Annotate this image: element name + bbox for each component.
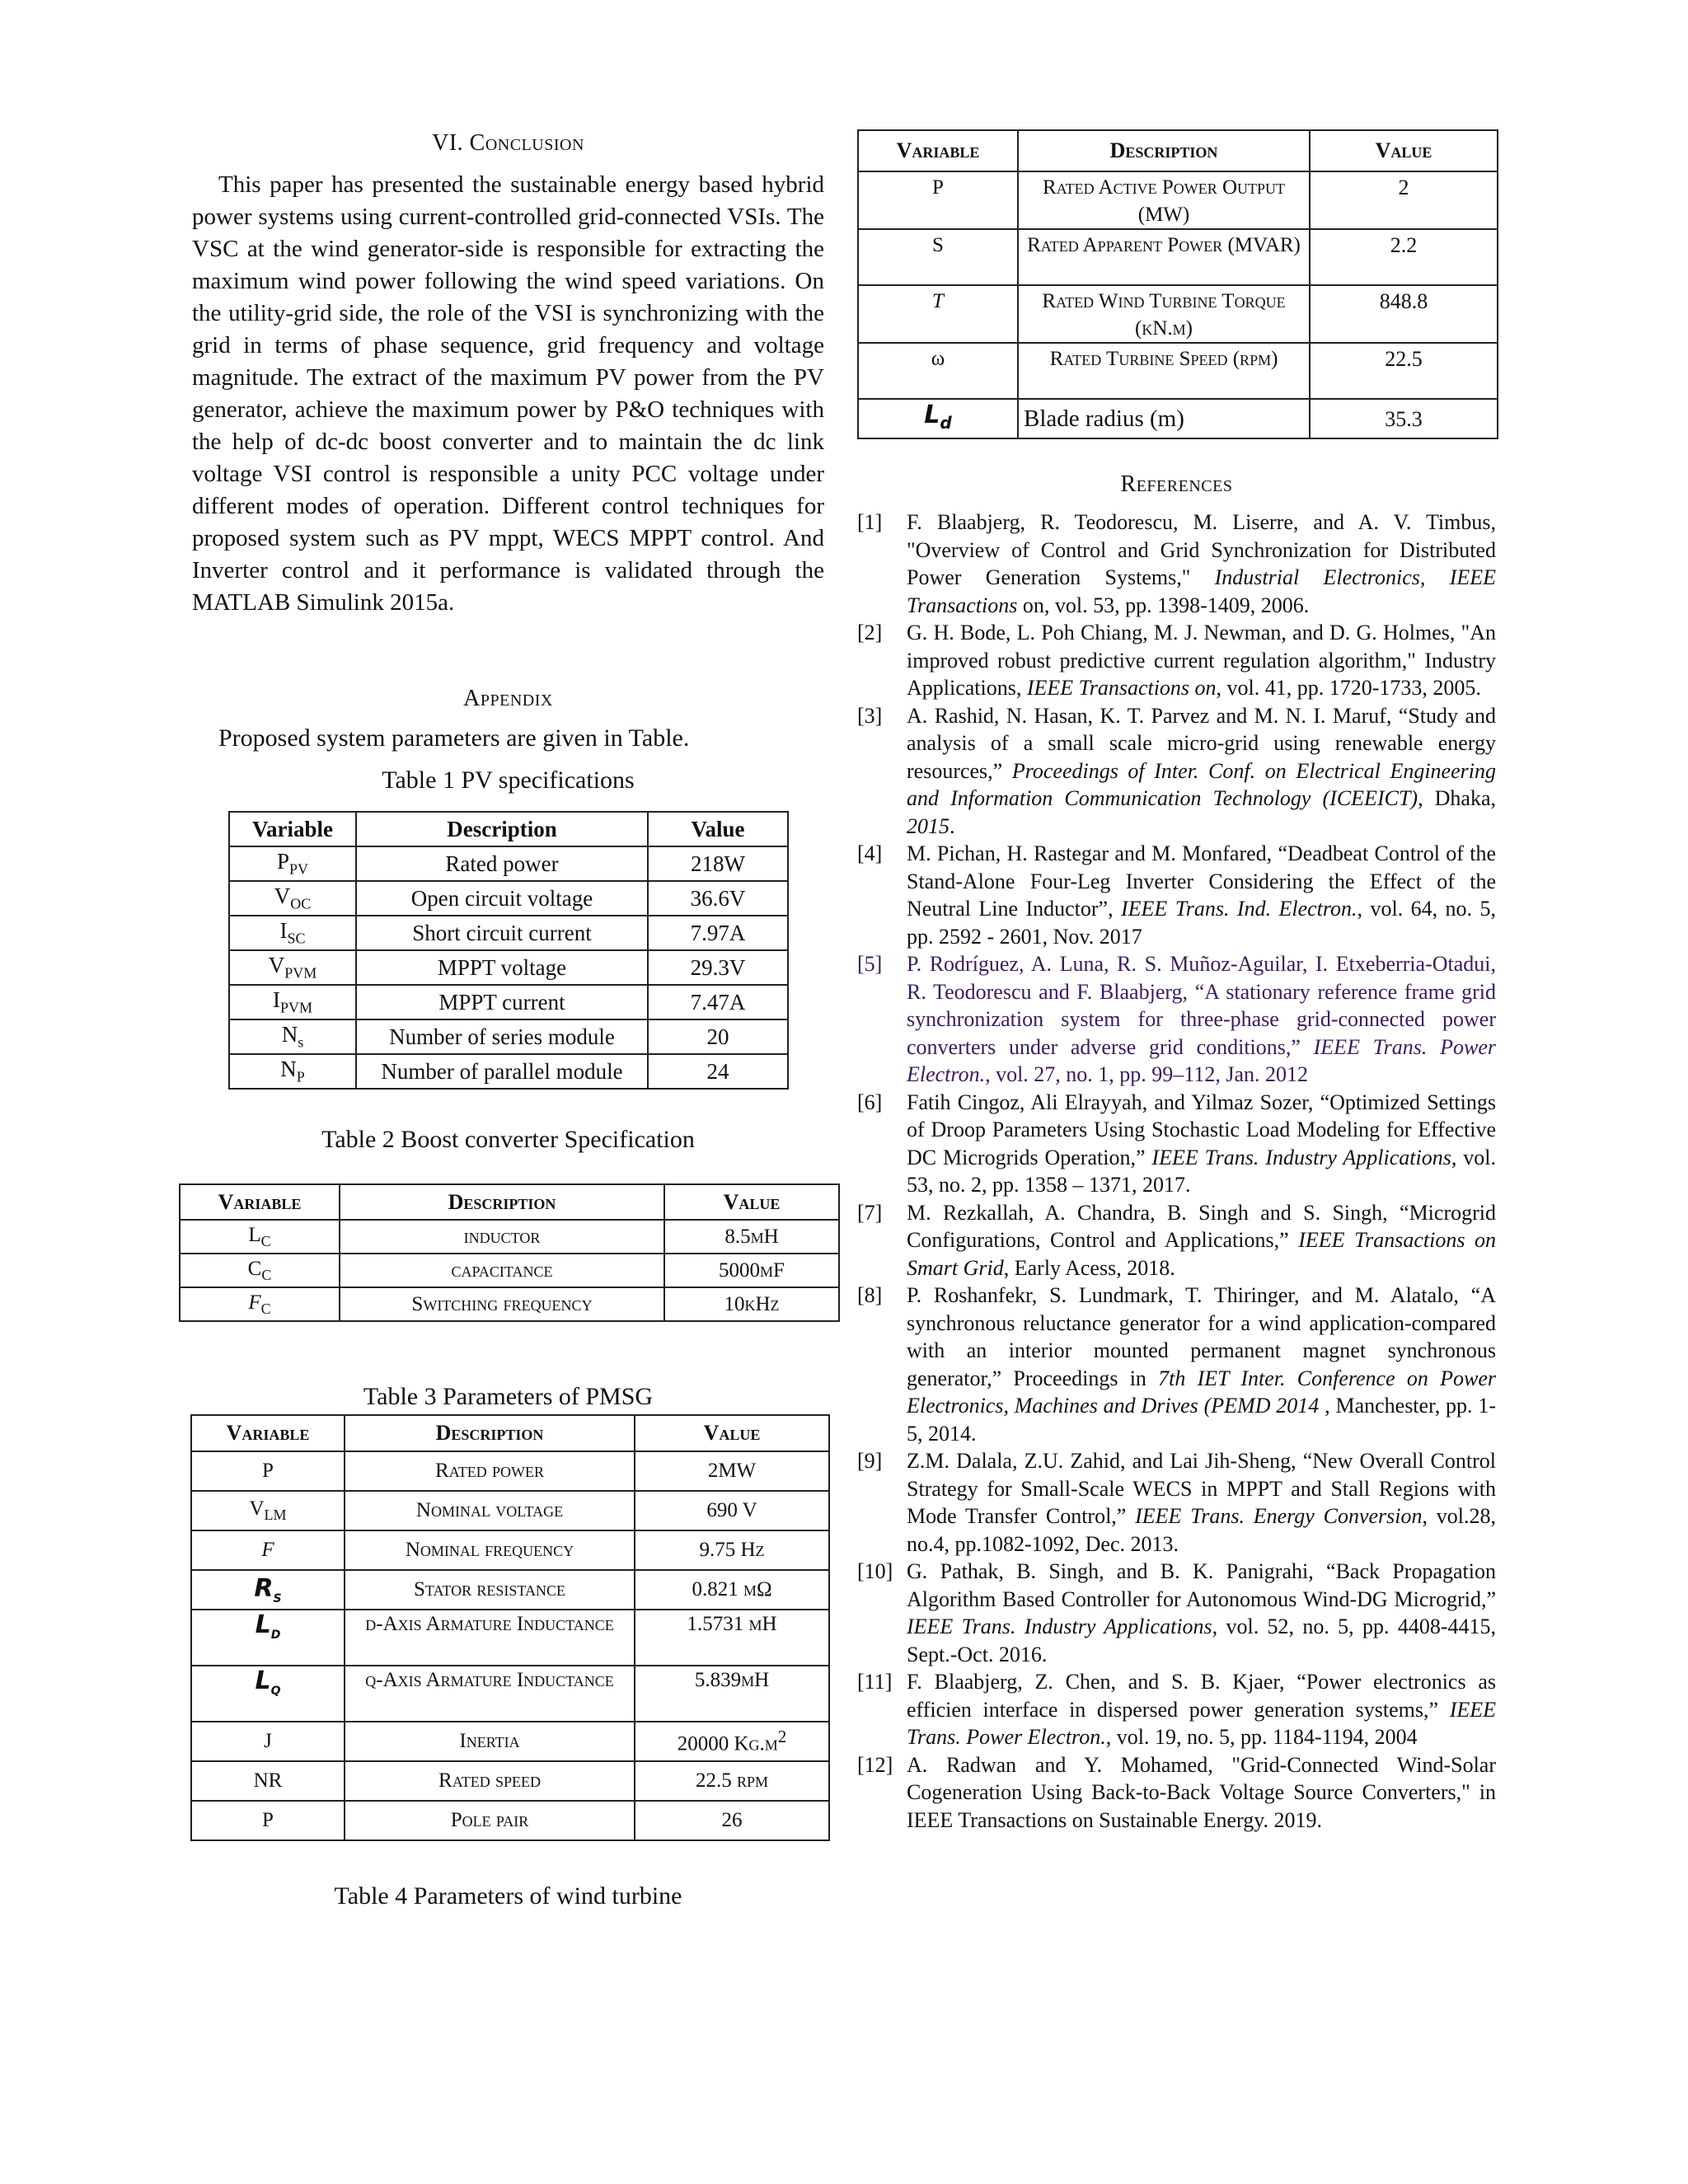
value-text: 20000 Kg.m [677, 1732, 778, 1755]
reference-text: , Manchester, pp. 1-5, 2014. [907, 1394, 1496, 1446]
reference-number: [11] [857, 1670, 893, 1694]
reference-item [857, 950, 1496, 1089]
variable-letter: L [255, 1610, 271, 1639]
reference-text: M. Rezkallah, A. Chandra, B. Singh and S. Singh, “Microgrid Configurations, Control and Applications,” [907, 1200, 1496, 1252]
reference-item [857, 509, 1496, 619]
table2-caption: Table 2 Boost converter Specification [321, 1126, 695, 1153]
variable-letter: P [262, 1809, 274, 1831]
value-cell: 7.47A [648, 985, 788, 1019]
variable-letter: V [274, 883, 291, 909]
table-row [191, 1530, 829, 1570]
description-cell: Stator resistance [345, 1570, 635, 1610]
value-text: 690 V [706, 1499, 757, 1521]
table-row [858, 399, 1498, 438]
description-cell: MPPT current [356, 985, 648, 1019]
value-cell: 35.3 [1310, 399, 1498, 438]
reference-text: , Early Acess, 2018. [1003, 1255, 1175, 1280]
variable-letter: P [932, 176, 944, 199]
reference-text: IEEE Transactions on Smart Grid [907, 1228, 1496, 1280]
reference-text: vol. 64, no. 5, pp. 2592 - 2601, Nov. 2017 [907, 897, 1496, 949]
value-cell: 7.97A [648, 916, 788, 950]
description-cell: capacitance [340, 1254, 664, 1287]
reference-text: Z.M. Dalala, Z.U. Zahid, and Lai Jih-Sheng, “New Overall Control Strategy for Small-Scale WECS in MPPT and Stall Regions with Mode Transfer Control,” [907, 1449, 1496, 1528]
value-cell [635, 1451, 829, 1491]
value-cell: 218W [648, 846, 788, 881]
description-cell: Rated power [356, 846, 648, 881]
reference-item [857, 1558, 1496, 1668]
table2-header-variable: Variable [180, 1184, 340, 1220]
variable-cell [229, 950, 356, 985]
description-cell: Nominal frequency [345, 1530, 635, 1570]
variable-subscript: P [296, 1068, 305, 1085]
description-cell: Rated power [345, 1451, 635, 1491]
reference-text: P. Roshanfekr, S. Lundmark, T. Thiringer, and M. Alatalo, “A synchronous reluctance generator for a wind application-compared with an interior mounted permanent magnet synchronous generator,” Proceedings in [907, 1283, 1496, 1390]
table2-header-description: Description [340, 1184, 664, 1220]
variable-letter: P [276, 849, 289, 874]
reference-text: vol. 52, no. 5, pp. 4408-4415, Sept.-Oct. 2016. [907, 1615, 1496, 1666]
table-row [191, 1570, 829, 1610]
value-cell [635, 1530, 829, 1570]
variable-letter: N [280, 1057, 297, 1082]
variable-cell [858, 285, 1018, 343]
value-cell [635, 1761, 829, 1801]
variable-letter: N [281, 1022, 298, 1047]
variable-cell [191, 1491, 345, 1530]
description-cell: Rated Apparent Power (MVAR) [1018, 229, 1310, 285]
reference-item [857, 1199, 1496, 1282]
table3-caption: Table 3 Parameters of PMSG [363, 1383, 654, 1410]
reference-item [857, 702, 1496, 841]
table3-header-value: Value [635, 1415, 829, 1451]
variable-subscript: OC [290, 895, 312, 912]
description-cell: Rated Turbine Speed (rpm) [1018, 343, 1310, 399]
table-row [180, 1287, 839, 1321]
value-cell: 20 [648, 1019, 788, 1054]
description-cell: d-Axis Armature Inductance [345, 1610, 635, 1666]
variable-cell [191, 1761, 345, 1801]
conclusion-heading: VI. Conclusion [432, 130, 584, 156]
variable-letter: V [268, 953, 285, 978]
description-cell: Rated speed [345, 1761, 635, 1801]
table-row [191, 1491, 829, 1530]
reference-text: M. Pichan, H. Rastegar and M. Monfared, “Deadbeat Control of the Stand-Alone Four-Leg Inverter Considering the Effect of the Neutral Line Inductor”, [907, 841, 1496, 921]
table-row [858, 343, 1498, 399]
variable-subscript: d [270, 1623, 281, 1643]
reference-text: F. Blaabjerg, R. Teodorescu, M. Liserre, and A. V. Timbus, "Overview of Control and Grid Synchronization for Distributed Power Generation Systems," [907, 510, 1496, 589]
reference-number: [2] [857, 621, 883, 644]
value-text: 26 [721, 1809, 743, 1831]
description-cell: Rated Wind Turbine Torque (kN.m) [1018, 285, 1310, 343]
value-cell: 8.5mH [664, 1220, 839, 1254]
reference-text: . [950, 813, 955, 838]
table1-header-value: Value [648, 812, 788, 846]
variable-cell [191, 1722, 345, 1761]
value-cell [635, 1666, 829, 1722]
table-row [858, 229, 1498, 285]
variable-letter: I [272, 987, 280, 1013]
variable-cell [858, 229, 1018, 285]
reference-number: [8] [857, 1283, 883, 1307]
variable-letter: F [248, 1291, 261, 1314]
reference-item [857, 1751, 1496, 1835]
references-list [857, 509, 1496, 1834]
appendix-intro: Proposed system parameters are given in Table. [218, 724, 690, 752]
variable-cell [229, 1019, 356, 1054]
variable-subscript: s [298, 1033, 304, 1051]
variable-cell [191, 1570, 345, 1610]
reference-text: Proceedings of Inter. Conf. on Electrical Engineering and Information Communication Technology (ICEEICT) [907, 758, 1496, 810]
table-row [858, 171, 1498, 229]
variable-subscript: C [261, 1266, 272, 1283]
table3-header-description: Description [345, 1415, 635, 1451]
reference-text: G. H. Bode, L. Poh Chiang, M. J. Newman, and D. G. Holmes, "An improved robust predictive current regulation algorithm," Industry Applications, [907, 621, 1496, 700]
variable-letter: I [279, 918, 288, 944]
description-cell: Blade radius (m) [1018, 399, 1310, 438]
variable-letter: S [932, 234, 944, 256]
value-cell: 2.2 [1310, 229, 1498, 285]
variable-cell [191, 1610, 345, 1666]
variable-subscript: q [270, 1679, 281, 1699]
table-row [191, 1801, 829, 1840]
variable-cell [858, 399, 1018, 438]
reference-number: [6] [857, 1090, 883, 1114]
variable-cell [229, 881, 356, 916]
description-cell: Rated Active Power Output (MW) [1018, 171, 1310, 229]
reference-number: [7] [857, 1200, 883, 1225]
reference-number: [9] [857, 1449, 883, 1473]
variable-symbol [924, 400, 952, 433]
table-row [191, 1722, 829, 1761]
value-cell: 29.3V [648, 950, 788, 985]
variable-cell [229, 1054, 356, 1089]
value-cell [635, 1491, 829, 1530]
reference-item [857, 1282, 1496, 1447]
variable-letter: L [924, 400, 940, 429]
reference-text: , vol. 41, pp. 1720-1733, 2005. [1216, 676, 1481, 700]
appendix-heading: Appendix [463, 686, 553, 711]
table1-header-description: Description [356, 812, 648, 846]
variable-subscript: SC [287, 930, 306, 947]
reference-text: , vol.28, no.4, pp.1082-1092, Dec. 2013. [907, 1504, 1496, 1556]
description-cell: Switching frequency [340, 1287, 664, 1321]
reference-text: IEEE Trans. Energy Conversion [1135, 1504, 1423, 1528]
description-cell: q-Axis Armature Inductance [345, 1666, 635, 1722]
pv-spec-table [228, 811, 789, 1090]
reference-text: IEEE Trans. Power Electron. [907, 1034, 1496, 1086]
variable-subscript: PVM [284, 964, 317, 982]
table-row [229, 1054, 788, 1089]
reference-text: IEEE Transactions on [1026, 676, 1217, 700]
reference-text: G. Pathak, B. Singh, and B. K. Panigrahi, “Back Propagation Algorithm Based Controller for Autonomous Wind-DG Microgrid,” [907, 1559, 1496, 1611]
variable-letter: L [248, 1223, 261, 1246]
variable-subscript: d [940, 412, 952, 433]
description-cell: Number of parallel module [356, 1054, 648, 1089]
value-text: 0.821 mΩ [692, 1578, 772, 1601]
reference-item [857, 1089, 1496, 1199]
reference-item [857, 619, 1496, 702]
variable-symbol [255, 1666, 281, 1699]
table-row [191, 1666, 829, 1722]
variable-cell [191, 1801, 345, 1840]
variable-cell [229, 985, 356, 1019]
reference-text: , vol. 53, no. 2, pp. 1358 – 1371, 2017. [907, 1145, 1496, 1197]
reference-text: 7th IET Inter. Conference on Power Electronics, Machines and Drives (PEMD 2014 [907, 1366, 1496, 1418]
table-row [191, 1610, 829, 1666]
variable-cell [858, 171, 1018, 229]
variable-letter: P [262, 1460, 274, 1482]
variable-letter: V [249, 1497, 265, 1520]
table-row [191, 1761, 829, 1801]
value-cell: 24 [648, 1054, 788, 1089]
variable-subscript: PVM [279, 999, 312, 1016]
description-cell: Number of series module [356, 1019, 648, 1054]
variable-subscript: LM [264, 1507, 287, 1523]
value-cell [635, 1801, 829, 1840]
value-cell: 5000mF [664, 1254, 839, 1287]
reference-text: , Dhaka, [1418, 786, 1496, 810]
variable-letter: R [254, 1573, 274, 1603]
reference-text: IEEE Trans. Ind. Electron., [1121, 897, 1363, 921]
variable-cell [180, 1287, 340, 1321]
table-row [229, 881, 788, 916]
value-text: 22.5 rpm [695, 1769, 769, 1792]
variable-cell [229, 846, 356, 881]
variable-cell [191, 1530, 345, 1570]
reference-text: A. Rashid, N. Hasan, K. T. Parvez and M. N. I. Maruf, “Study and analysis of a small scale micro-grid using renewable energy resources,” [907, 703, 1496, 783]
variable-subscript: s [273, 1586, 282, 1606]
value-cell: 2 [1310, 171, 1498, 229]
description-cell: Open circuit voltage [356, 881, 648, 916]
wind-turbine-table [857, 129, 1498, 439]
value-superscript: 2 [777, 1727, 787, 1747]
variable-letter: NR [253, 1769, 283, 1792]
table4-header-value: Value [1310, 130, 1498, 171]
table-row [229, 916, 788, 950]
conclusion-text: This paper has presented the sustainable energy based hybrid power systems using current-controlled grid-connected VSIs. The VSC at the wind generator-side is responsible for extracting the maximum wind power following the wind speed variations. On the utility-grid side, the role of the VSI is synchronizing with the grid in terms of phase sequence, grid frequency and voltage magnitude. The extract of the maximum PV power from the PV generator, achieve the maximum power by P&O techniques with the help of dc-dc boost converter and to maintain the dc link voltage VSI control is responsible a unity PCC voltage under different modes of operation. Different control techniques for proposed system such as PV mppt, WECS MPPT control. And Inverter control and it performance is validated through the MATLAB Simulink 2015a. [192, 171, 824, 616]
variable-cell [180, 1254, 340, 1287]
table4-header-variable: Variable [858, 130, 1018, 171]
references-heading: References [1120, 471, 1233, 497]
reference-text: IEEE Trans. Power Electron. [907, 1697, 1496, 1749]
reference-number: [12] [857, 1752, 893, 1777]
reference-text: IEEE Trans. Industry Applications [1151, 1145, 1451, 1169]
reference-text: F. Blaabjerg, Z. Chen, and S. B. Kjaer, “Power electronics as efficien interface in dispersed power generation systems,” [907, 1670, 1496, 1722]
value-text: 1.5731 mH [687, 1613, 777, 1635]
reference-number: [1] [857, 510, 883, 534]
table-row [180, 1254, 839, 1287]
variable-letter: L [255, 1666, 271, 1695]
description-cell: inductor [340, 1220, 664, 1254]
variable-cell [858, 343, 1018, 399]
description-cell: Short circuit current [356, 916, 648, 950]
boost-converter-table [179, 1183, 840, 1322]
reference-text: Fatih Cingoz, Ali Elrayyah, and Yilmaz Sozer, “Optimized Settings of Droop Parameters Using Stochastic Load Modeling for Effective DC Microgrids Operation,” [907, 1090, 1496, 1169]
description-cell: Pole pair [345, 1801, 635, 1840]
variable-subscript: C [260, 1300, 271, 1317]
variable-cell [191, 1451, 345, 1491]
value-cell: 10kHz [664, 1287, 839, 1321]
table1-header-variable: Variable [229, 812, 356, 846]
variable-cell [229, 916, 356, 950]
reference-number: [5] [857, 952, 883, 976]
variable-letter: F [261, 1539, 274, 1561]
variable-symbol [254, 1573, 282, 1606]
value-cell: 22.5 [1310, 343, 1498, 399]
table1-caption: Table 1 PV specifications [382, 766, 635, 794]
value-cell: 36.6V [648, 881, 788, 916]
variable-letter: C [247, 1257, 262, 1280]
reference-number: [4] [857, 841, 883, 865]
value-cell [635, 1722, 829, 1761]
variable-subscript: PV [289, 860, 309, 878]
value-text: 9.75 Hz [699, 1539, 765, 1561]
reference-number: [3] [857, 703, 883, 728]
reference-number: [10] [857, 1559, 893, 1583]
table-row [858, 285, 1498, 343]
value-text: 2MW [707, 1460, 757, 1482]
reference-text: P. Rodríguez, A. Luna, R. S. Muñoz-Aguilar, I. Etxeberria-Otadui, R. Teodorescu and F. Blaabjerg, “A stationary reference frame grid synchronization system for three-phase grid-connected power converters under adverse grid conditions,” [907, 952, 1496, 1059]
reference-text: Industrial Electronics, IEEE Transactions [907, 565, 1496, 617]
description-cell: Inertia [345, 1722, 635, 1761]
reference-text: , vol. 19, no. 5, pp. 1184-1194, 2004 [1105, 1725, 1418, 1749]
reference-text: IEEE Trans. Industry Applications, [907, 1615, 1218, 1638]
reference-item [857, 1447, 1496, 1558]
table-row [180, 1220, 839, 1254]
table-row [229, 985, 788, 1019]
variable-cell [191, 1666, 345, 1722]
table4-header-description: Description [1018, 130, 1310, 171]
table-row [191, 1451, 829, 1491]
reference-text: A. Radwan and Y. Mohamed, "Grid-Connected Wind-Solar Cogeneration Using Back-to-Back Voltage Source Converters," in IEEE Transactions on Sustainable Energy. 2019. [907, 1752, 1496, 1832]
reference-text: 2015 [907, 813, 950, 838]
table3-header-variable: Variable [191, 1415, 345, 1451]
table-row [229, 846, 788, 881]
reference-item [857, 840, 1496, 950]
table-row [229, 950, 788, 985]
reference-item [857, 1668, 1496, 1751]
table2-header-value: Value [664, 1184, 839, 1220]
variable-letter: ω [931, 348, 945, 370]
variable-letter: T [932, 290, 944, 312]
pmsg-table [190, 1414, 830, 1841]
value-text: 5.839mH [694, 1669, 770, 1691]
description-cell: Nominal voltage [345, 1491, 635, 1530]
table4-caption: Table 4 Parameters of wind turbine [334, 1882, 682, 1910]
value-cell [635, 1570, 829, 1610]
reference-text: , vol. 27, no. 1, pp. 99–112, Jan. 2012 [985, 1062, 1308, 1086]
variable-subscript: C [260, 1232, 271, 1249]
variable-cell [180, 1220, 340, 1254]
description-cell: MPPT voltage [356, 950, 648, 985]
value-cell: 848.8 [1310, 285, 1498, 343]
variable-symbol [255, 1610, 281, 1643]
value-cell [635, 1610, 829, 1666]
reference-text: on, vol. 53, pp. 1398-1409, 2006. [1017, 593, 1310, 617]
variable-letter: J [264, 1730, 272, 1752]
table-row [229, 1019, 788, 1054]
